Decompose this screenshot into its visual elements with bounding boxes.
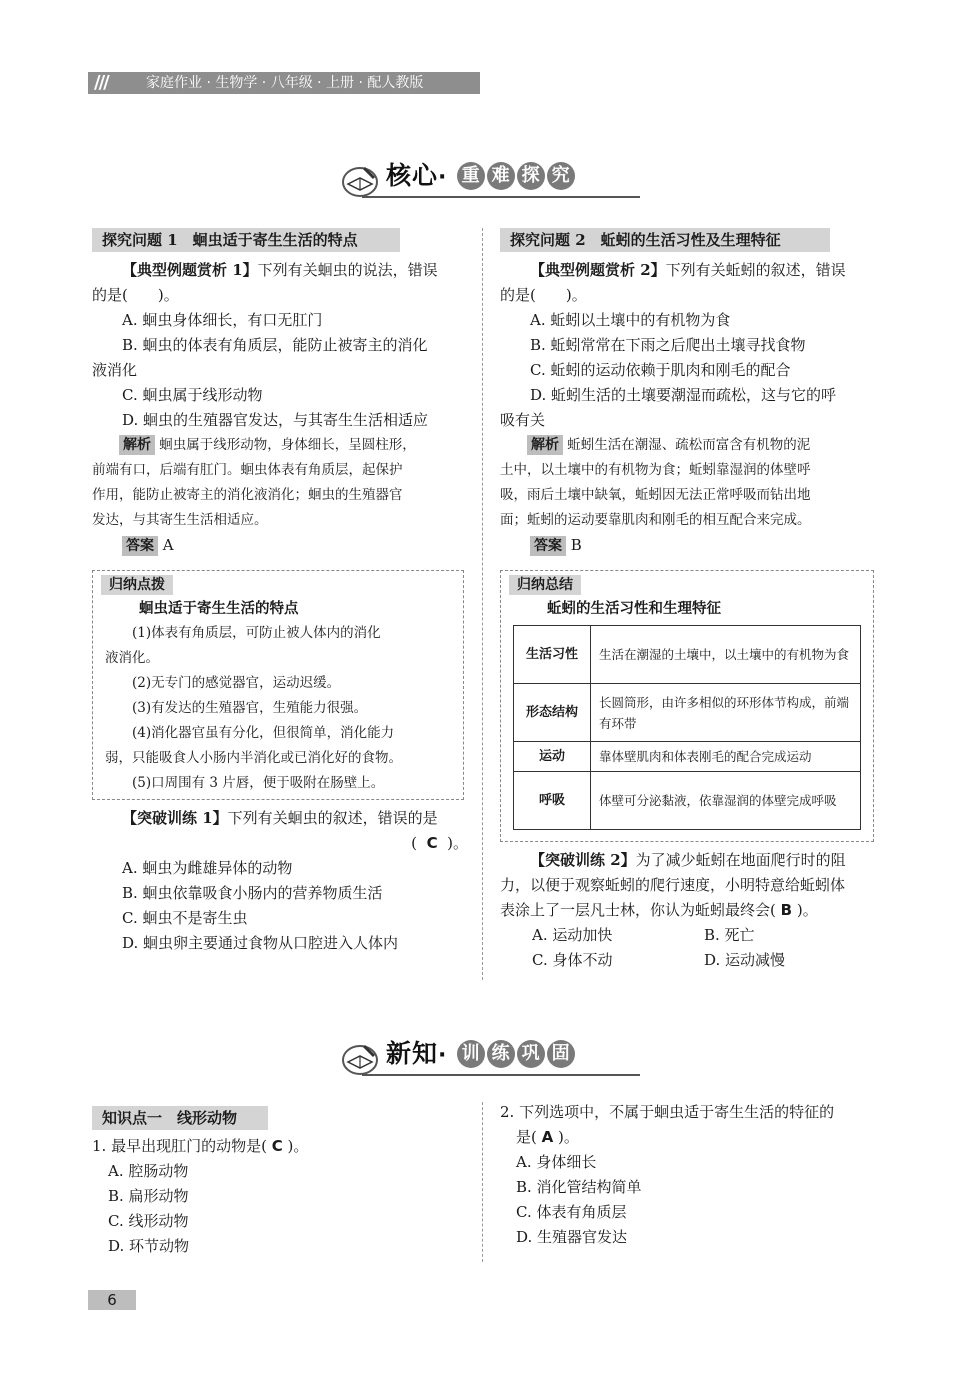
option: B. 扁形动物	[108, 1187, 189, 1205]
option: B. 死亡	[704, 926, 755, 944]
option: A. 蚯蚓以土壤中的有机物为食	[530, 311, 731, 329]
analysis-text: 发达，与其寄生生活相适应。	[92, 512, 268, 528]
example-stem: 下列有关蛔虫的说法，错误	[257, 261, 438, 279]
section-banner-new	[340, 1034, 640, 1082]
topic-heading-1: 探究问题 1 蛔虫适于寄生生活的特点	[92, 228, 400, 252]
option-cont: 吸有关	[500, 411, 546, 429]
question-stem: 是(	[516, 1128, 537, 1146]
option: B. 蛔虫的体表有角质层，能防止被寄主的消化	[122, 336, 428, 354]
analysis-text: 面；蚯蚓的运动要靠肌肉和刚毛的相互配合来完成。	[500, 512, 811, 528]
analysis-text: 吸，雨后土壤中缺氧，蚯蚓因无法正常呼吸而钻出地	[500, 487, 811, 503]
analysis-label: 解析	[527, 435, 563, 455]
answer-value: B	[570, 536, 582, 554]
question-2	[500, 1100, 884, 1250]
question-1	[92, 1134, 468, 1259]
summary-title: 蚯蚓的生活习性和生理特征	[547, 601, 721, 617]
bracket: )。	[447, 834, 468, 852]
summary-tag: 归纳总结	[509, 575, 581, 595]
banner-char: 探	[517, 162, 545, 190]
summary-title: 蛔虫适于寄生生活的特点	[139, 601, 299, 617]
summary-line: (2)无专门的感觉器官，运动迟缓。	[132, 675, 341, 691]
option: D. 蛔虫的生殖器官发达，与其寄生生活相适应	[122, 411, 429, 429]
option: B. 蚯蚓常常在下雨之后爬出土壤寻找食物	[530, 336, 806, 354]
analysis-text: 作用，能防止被寄主的消化液消化；蛔虫的生殖器官	[92, 487, 403, 503]
question-stem: 2. 下列选项中，不属于蛔虫适于寄生生活的特征的	[500, 1103, 835, 1121]
header-title: 家庭作业 · 生物学 · 八年级 · 上册 · 配人教版	[146, 75, 424, 91]
training-stem: 为了减少蚯蚓在地面爬行时的阻	[635, 851, 846, 869]
training-1	[92, 806, 468, 956]
summary-line: 液消化。	[105, 650, 159, 666]
table-key: 呼吸	[514, 772, 591, 830]
bracket: )。	[287, 1137, 309, 1155]
analysis-text: 土中，以土壤中的有机物为食；蚯蚓靠湿润的体壁呼	[500, 462, 811, 478]
summary-line: (3)有发达的生殖器官，生殖能力很强。	[132, 700, 368, 716]
option: C. 体表有角质层	[516, 1203, 627, 1221]
answer-label: 答案	[122, 536, 158, 556]
banner-main: 核心	[386, 161, 439, 190]
page-number: 6	[88, 1290, 136, 1310]
banner-main: 新知	[386, 1039, 439, 1068]
banner-char: 重	[457, 162, 485, 190]
option: B. 消化管结构简单	[516, 1178, 642, 1196]
option: A. 蛔虫身体细长，有口无肛门	[122, 311, 323, 329]
option: D. 环节动物	[108, 1237, 190, 1255]
option: A. 腔肠动物	[108, 1162, 189, 1180]
banner-title	[386, 160, 577, 194]
table-row	[514, 684, 861, 742]
option-cont: 液消化	[92, 361, 138, 379]
question-answer: A	[541, 1128, 554, 1146]
analysis-text: 前端有口，后端有肛门。蛔虫体表有角质层，起保护	[92, 462, 403, 478]
topic-heading-2: 探究问题 2 蚯蚓的生活习性及生理特征	[500, 228, 830, 252]
banner-char: 巩	[517, 1040, 545, 1068]
bracket: )。	[558, 1128, 579, 1146]
bracket: )。	[796, 901, 818, 919]
table-value: 体壁可分泌黏液，依靠湿润的体壁完成呼吸	[591, 772, 861, 830]
option: C. 线形动物	[108, 1212, 189, 1230]
summary-line: 弱，只能吸食人小肠内半消化或已消化好的食物。	[105, 750, 402, 766]
table-row	[514, 742, 861, 772]
option: B. 蛔虫依靠吸食小肠内的营养物质生活	[122, 884, 383, 902]
column-divider	[482, 1102, 483, 1262]
banner-char: 训	[457, 1040, 485, 1068]
running-header	[88, 72, 480, 94]
table-value: 长圆筒形，由许多相似的环形体节构成，前端有环带	[591, 684, 861, 742]
book-pen-icon	[340, 158, 380, 198]
table-key: 运动	[514, 742, 591, 772]
option: D. 生殖器官发达	[516, 1228, 628, 1246]
option: A. 身体细长	[516, 1153, 597, 1171]
training-answer: C	[426, 834, 438, 852]
header-slashes: ///	[94, 72, 108, 93]
table-row	[514, 626, 861, 684]
example-1	[92, 258, 468, 558]
option: D. 蛔虫卵主要通过食物从口腔进入人体内	[122, 934, 399, 952]
example-stem-cont: 的是( )。	[500, 286, 587, 304]
answer-value: A	[162, 536, 174, 554]
table-value: 生活在潮湿的土壤中，以土壤中的有机物为食	[591, 626, 861, 684]
analysis-text: 蚯蚓生活在潮湿、疏松而富含有机物的泥	[567, 437, 811, 453]
table-row	[514, 772, 861, 830]
book-pen-icon	[340, 1036, 380, 1076]
banner-underline	[362, 196, 640, 198]
example-tag: 【典型例题赏析 1】	[122, 261, 258, 279]
table-value: 靠体壁肌肉和体表刚毛的配合完成运动	[591, 742, 861, 772]
training-2	[500, 848, 880, 973]
training-stem: 力，以便于观察蚯蚓的爬行速度，小明特意给蚯蚓体	[500, 876, 846, 894]
summary-line: (5)口周围有 3 片唇，便于吸附在肠壁上。	[132, 775, 385, 791]
training-answer: B	[780, 901, 793, 919]
summary-box-right	[500, 570, 874, 842]
answer-label: 答案	[530, 536, 566, 556]
banner-char: 难	[487, 162, 515, 190]
option: C. 蚯蚓的运动依赖于肌肉和刚毛的配合	[530, 361, 791, 379]
banner-char: 固	[547, 1040, 575, 1068]
section-banner-core	[340, 156, 640, 204]
training-stem: 表涂上了一层凡士林，你认为蚯蚓最终会(	[500, 901, 776, 919]
summary-box-left	[92, 570, 464, 800]
knowledge-heading: 知识点一 线形动物	[92, 1106, 268, 1130]
option: A. 运动加快	[532, 926, 613, 944]
example-tag: 【典型例题赏析 2】	[530, 261, 666, 279]
column-divider	[482, 228, 483, 980]
banner-title	[386, 1038, 577, 1072]
banner-dot: ·	[438, 1043, 448, 1068]
training-stem: 下列有关蛔虫的叙述，错误的是	[227, 809, 438, 827]
analysis-label: 解析	[119, 435, 155, 455]
training-tag: 【突破训练 2】	[530, 851, 636, 869]
summary-line: (4)消化器官虽有分化，但很简单，消化能力	[132, 725, 395, 741]
summary-tag: 归纳点拨	[101, 575, 173, 595]
banner-underline	[362, 1074, 640, 1076]
question-stem: 1. 最早出现肛门的动物是(	[92, 1137, 267, 1155]
option: C. 身体不动	[532, 951, 613, 969]
option: D. 蚯蚓生活的土壤要潮湿而疏松，这与它的呼	[530, 386, 837, 404]
option: C. 蛔虫不是寄生虫	[122, 909, 248, 927]
banner-char: 练	[487, 1040, 515, 1068]
table-key: 形态结构	[514, 684, 591, 742]
example-stem-cont: 的是( )。	[92, 286, 179, 304]
banner-dot: ·	[438, 165, 448, 190]
option: C. 蛔虫属于线形动物	[122, 386, 263, 404]
option: D. 运动减慢	[704, 951, 786, 969]
traits-table	[513, 625, 861, 830]
table-key: 生活习性	[514, 626, 591, 684]
analysis-text: 蛔虫属于线形动物，身体细长，呈圆柱形，	[159, 437, 416, 453]
banner-char: 究	[547, 162, 575, 190]
training-tag: 【突破训练 1】	[122, 809, 228, 827]
question-answer: C	[271, 1137, 283, 1155]
example-2	[500, 258, 876, 558]
bracket: (	[411, 834, 418, 852]
summary-line: (1)体表有角质层，可防止被人体内的消化	[132, 625, 381, 641]
option: A. 蛔虫为雌雄异体的动物	[122, 859, 293, 877]
example-stem: 下列有关蚯蚓的叙述，错误	[665, 261, 846, 279]
